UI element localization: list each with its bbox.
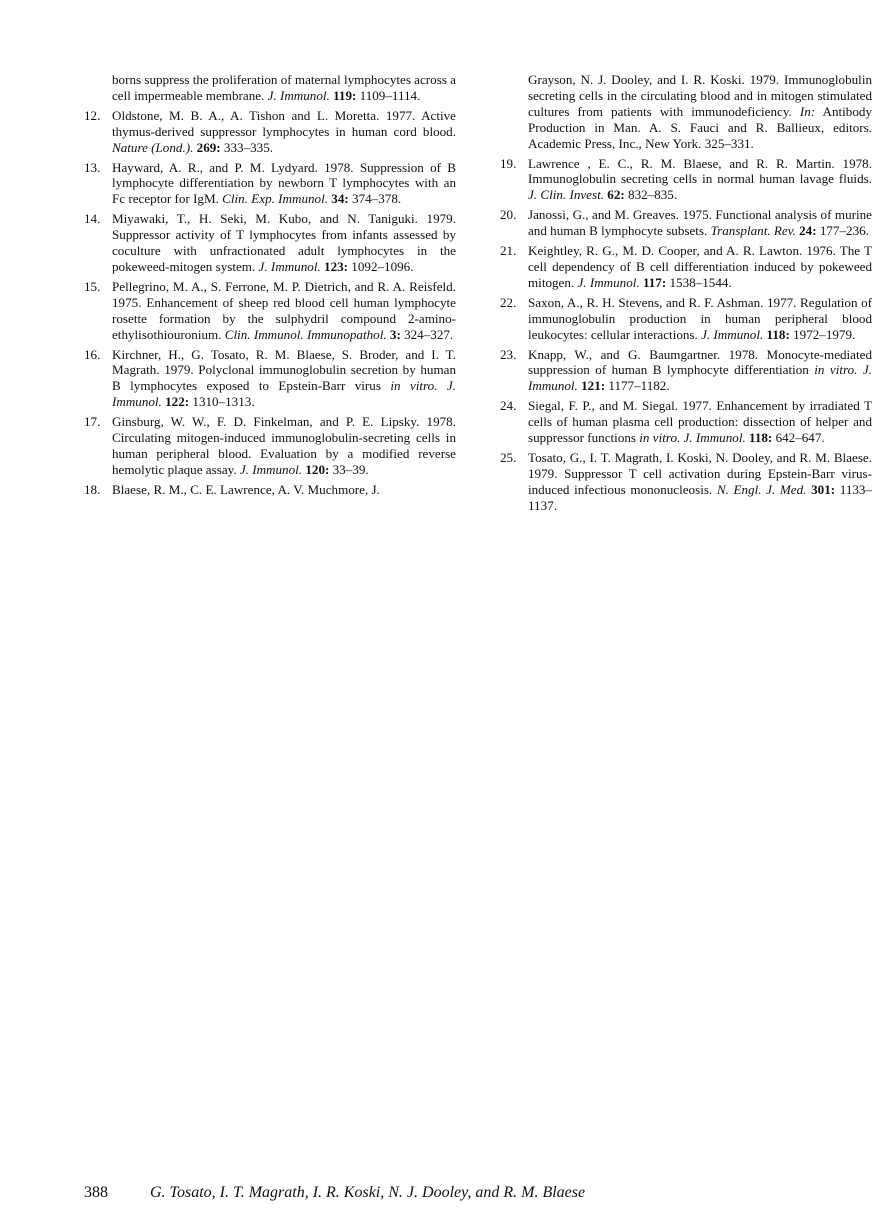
reference-entry [84,414,456,478]
references-right-column [500,72,872,518]
reference-number: 15. [84,278,101,294]
reference-entry [84,482,456,498]
reference-text: Knapp, W., and G. Baumgartner. 1978. Monocyte-mediated suppression of human B lymphocyte differentiation [528,346,872,378]
reference-pages: 1310–1313. [189,394,255,410]
reference-volume: 123: [324,258,349,274]
reference-text: Janossi, G., and M. Greaves. 1975. Functional analysis of murine and human B lymphocyte subsets. [528,207,872,239]
reference-number: 17. [84,414,101,430]
reference-number: 12. [84,107,101,123]
reference-journal: in vitro. J. Immunol. [639,430,746,446]
reference-pages: 374–378. [348,191,402,207]
reference-pages: 1109–1114. [356,87,421,103]
reference-volume: 122: [165,394,190,410]
reference-number: 20. [500,207,517,223]
reference-entry [84,279,456,343]
reference-pages: 1538–1544. [666,274,732,290]
reference-entry [84,160,456,208]
reference-volume: 118: [749,430,773,446]
reference-text: Siegal, F. P., and M. Siegal. 1977. Enhancement by irradiated T cells of human plasma cell production: dissection of helper and suppressor functions [528,398,872,446]
reference-pages: 642–647. [772,430,825,446]
reference-volume: 118: [766,326,790,342]
reference-volume: 24: [799,223,817,239]
reference-volume: 301: [811,481,836,497]
reference-number: 24. [500,398,517,414]
reference-pages: 1133–1137. [528,481,873,513]
reference-entry [500,243,872,291]
reference-text: Oldstone, M. B. A., A. Tishon and L. Moretta. 1977. Active thymus-derived suppressor lymphocytes in human cord blood. [112,107,456,139]
reference-volume: 121: [581,378,606,394]
reference-text: Keightley, R. G., M. D. Cooper, and A. R. Lawton. 1976. The T cell dependency of B cell differentiation induced by pokeweed mitogen. [528,243,872,290]
reference-volume: 3: [389,326,401,342]
reference-journal: N. Engl. J. Med. [716,481,807,497]
reference-journal: J. Clin. Invest. [528,187,604,203]
reference-number: 14. [84,211,101,227]
reference-text: borns suppress the proliferation of maternal lymphocytes across a cell impermeable membrane. [112,72,456,103]
reference-text: Blaese, R. M., C. E. Lawrence, A. V. Muchmore, J. [112,481,380,497]
reference-entry [84,108,456,156]
reference-text: Hayward, A. R., and P. M. Lydyard. 1978. Suppression of B lymphocyte differentiation by newborn T lymphocytes with an Fc receptor for IgM. [112,159,456,207]
reference-text: Grayson, N. J. Dooley, and I. R. Koski. 1979. Immunoglobulin secreting cells in the circulating blood and in mitogen stimulated cultures from patients with immunodeficiency. [528,72,872,119]
reference-pages: 177–236. [816,223,869,239]
reference-number: 23. [500,346,517,362]
reference-volume: 269: [196,139,221,155]
reference-pages: 1972–1979. [789,326,856,342]
reference-entry [84,72,456,104]
reference-pages: 1177–1182. [605,378,670,394]
reference-number: 13. [84,159,101,175]
reference-text: Kirchner, H., G. Tosato, R. M. Blaese, S. Broder, and I. T. Magrath. 1979. Polyclonal immunoglobulin secretion by human B lymphocytes exposed to Epstein-Barr virus [112,346,456,394]
reference-journal: J. Immunol. [239,461,303,477]
reference-journal: Nature (Lond.). [112,139,194,155]
running-authors: G. Tosato, I. T. Magrath, I. R. Koski, N. J. Dooley, and R. M. Blaese [150,1184,586,1201]
reference-entry [500,450,872,514]
reference-text: Lawrence , E. C., R. M. Blaese, and R. R. Martin. 1978. Immunoglobulin secreting cells in normal human lavage fluids. [528,155,872,187]
reference-volume: 34: [331,191,349,207]
reference-pages: 832–835. [624,187,678,203]
reference-journal: In: [799,103,816,119]
reference-number: 25. [500,449,517,465]
reference-journal: J. Immunol. [701,326,764,342]
reference-volume: 120: [305,461,330,477]
reference-volume: 62: [607,187,625,203]
page-footer [84,1184,585,1202]
reference-number: 21. [500,243,517,259]
reference-pages: Antibody Production in Man. A. S. Fauci and R. Ballieux, editors. Academic Press, Inc., New York. 325–331. [528,103,872,151]
reference-number: 16. [84,346,101,362]
reference-pages: 33–39. [329,461,369,477]
reference-number: 18. [84,481,101,497]
reference-volume: 117: [642,274,667,290]
reference-journal: Clin. Immunol. Immunopathol. [224,326,387,342]
reference-journal: J. Immunol. [267,87,330,103]
reference-text: Ginsburg, W. W., F. D. Finkelman, and P. E. Lipsky. 1978. Circulating mitogen-induced immunoglobulin-secreting cells in human peripheral blood. Evaluation by a modified reverse hemolytic plaque assay. [112,414,456,477]
reference-journal: J. Immunol. [577,274,640,290]
reference-text: Miyawaki, T., H. Seki, M. Kubo, and N. Taniguki. 1979. Suppressor activity of T lymphocytes from infants assessed by coculture with unfractionated adult lymphocytes in the pokeweed-mitogen system. [112,211,456,274]
reference-entry [84,347,456,411]
reference-entry [500,207,872,239]
reference-number: 22. [500,294,517,310]
reference-text: Tosato, G., I. T. Magrath, I. Koski, N. Dooley, and R. M. Blaese. 1979. Suppressor T cell activation during Epstein-Barr virus-induced infectious mononucleosis. [528,449,872,497]
reference-entry [500,72,872,152]
reference-journal: Transplant. Rev. [710,223,796,239]
references-left-column [84,72,456,502]
page-number: 388 [84,1184,108,1201]
reference-journal: Clin. Exp. Immunol. [222,191,329,207]
reference-text: Pellegrino, M. A., S. Ferrone, M. P. Dietrich, and R. A. Reisfeld. 1975. Enhancement of sheep red blood cell human lymphocyte rosette formation by the sulphydril compound 2-amino-ethylisothiouronium. [112,278,456,342]
reference-pages: 324–327. [400,326,454,342]
reference-journal: in vitro. J. Immunol. [112,378,456,410]
reference-volume: 119: [333,87,357,103]
reference-pages: 1092–1096. [348,258,414,274]
reference-entry [500,156,872,204]
reference-number: 19. [500,155,517,171]
reference-journal: J. Immunol. [258,258,321,274]
reference-text: Saxon, A., R. H. Stevens, and R. F. Ashman. 1977. Regulation of immunoglobulin production in human peripheral blood leukocytes: cellular interactions. [528,294,872,342]
reference-journal: in vitro. J. Immunol. [528,362,872,394]
reference-pages: 333–335. [220,139,274,155]
reference-entry [500,398,872,446]
reference-entry [500,347,872,395]
reference-entry [84,211,456,275]
reference-entry [500,295,872,343]
